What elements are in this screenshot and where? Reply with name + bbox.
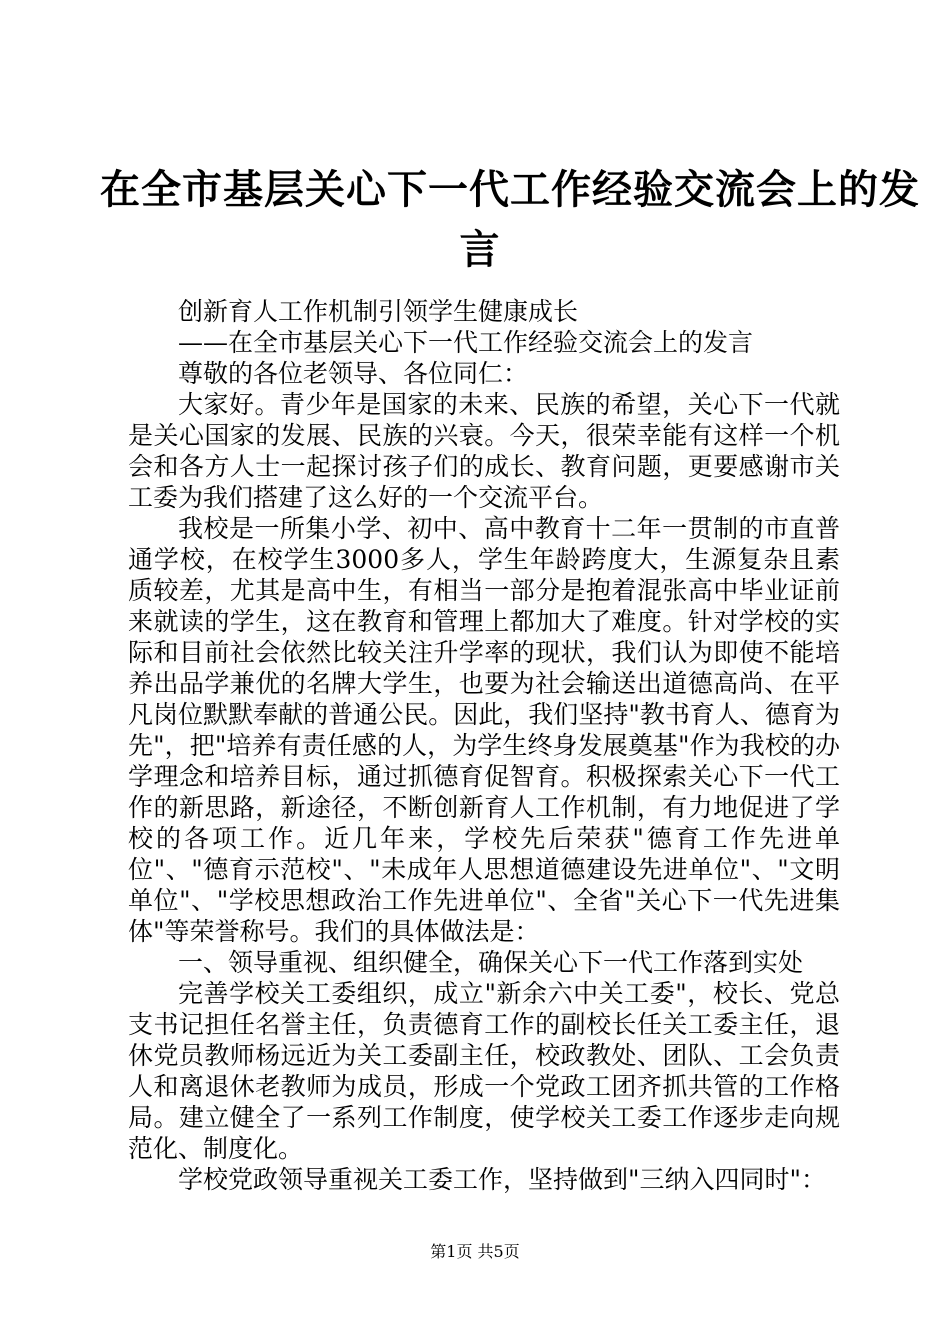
salutation: 尊敬的各位老领导、各位同仁： [178, 359, 529, 388]
paragraph: 学校党政领导重视关工委工作，坚持做到"三纳入四同时"： [178, 1165, 827, 1194]
paragraph: 我校是一所集小学、初中、高中教育十二年一贯制的市直普通学校，在校学生3000多人，学生年龄跨度大，生源复杂且素质较差，尤其是高中生，有相当一部分是抱着混张高中毕业证前来就读的学生，这在教育和管理上都加大了难度。针对学校的实际和目前社会依然比较关注升学率的现状，我们认为即使不能培养出品学兼优的名牌大学生，也要为社会输送出道德高尚、在平凡岗位默默奉献的普通公民。因此，我们坚持"教书育人、德育为先"，把"培养有责任感的人，为学生终身发展奠基"作为我校的办学理念和培养目标，通过抓德育促智育。积极探索关心下一代工作的新思路，新途径，不断创新育人工作机制，有力地促进了学校的各项工作。近几年来，学校先后荣获"德育工作先进单位"、"德育示范校"、"未成年人思想道德建设先进单位"、"文明单位"、"学校思想政治工作先进单位"、全省"关心下一代先进集体"等荣誉称号。我们的具体做法是： [128, 514, 840, 946]
section-heading: 一、领导重视、组织健全，确保关心下一代工作落到实处 [178, 948, 804, 977]
paragraph: 完善学校关工委组织，成立"新余六中关工委"，校长、党总支书记担任名誉主任，负责德育工作的副校长任关工委主任，退休党员教师杨远近为关工委副主任，校政教处、团队、工会负责人和离退休老教师为成员，形成一个党政工团齐抓共管的工作格局。建立健全了一系列工作制度，使学校关工委工作逐步走向规范化、制度化。 [128, 979, 840, 1163]
subtitle-byline: ——在全市基层关心下一代工作经验交流会上的发言 [178, 328, 754, 357]
paragraph: 大家好。青少年是国家的未来、民族的希望，关心下一代就是关心国家的发展、民族的兴衰。今天，很荣幸能有这样一个机会和各方人士一起探讨孩子们的成长、教育问题，更要感谢市关工委为我们搭建了这么好的一个交流平台。 [128, 390, 840, 512]
document-title [100, 160, 920, 280]
document-title-line-2: 言 [459, 227, 501, 273]
document-title-line-1: 在全市基层关心下一代工作经验交流会上的发 [100, 167, 920, 213]
page-footer: 第1页 共5页 [430, 1242, 520, 1261]
subtitle: 创新育人工作机制引领学生健康成长 [178, 297, 579, 326]
document-body [128, 296, 840, 1195]
